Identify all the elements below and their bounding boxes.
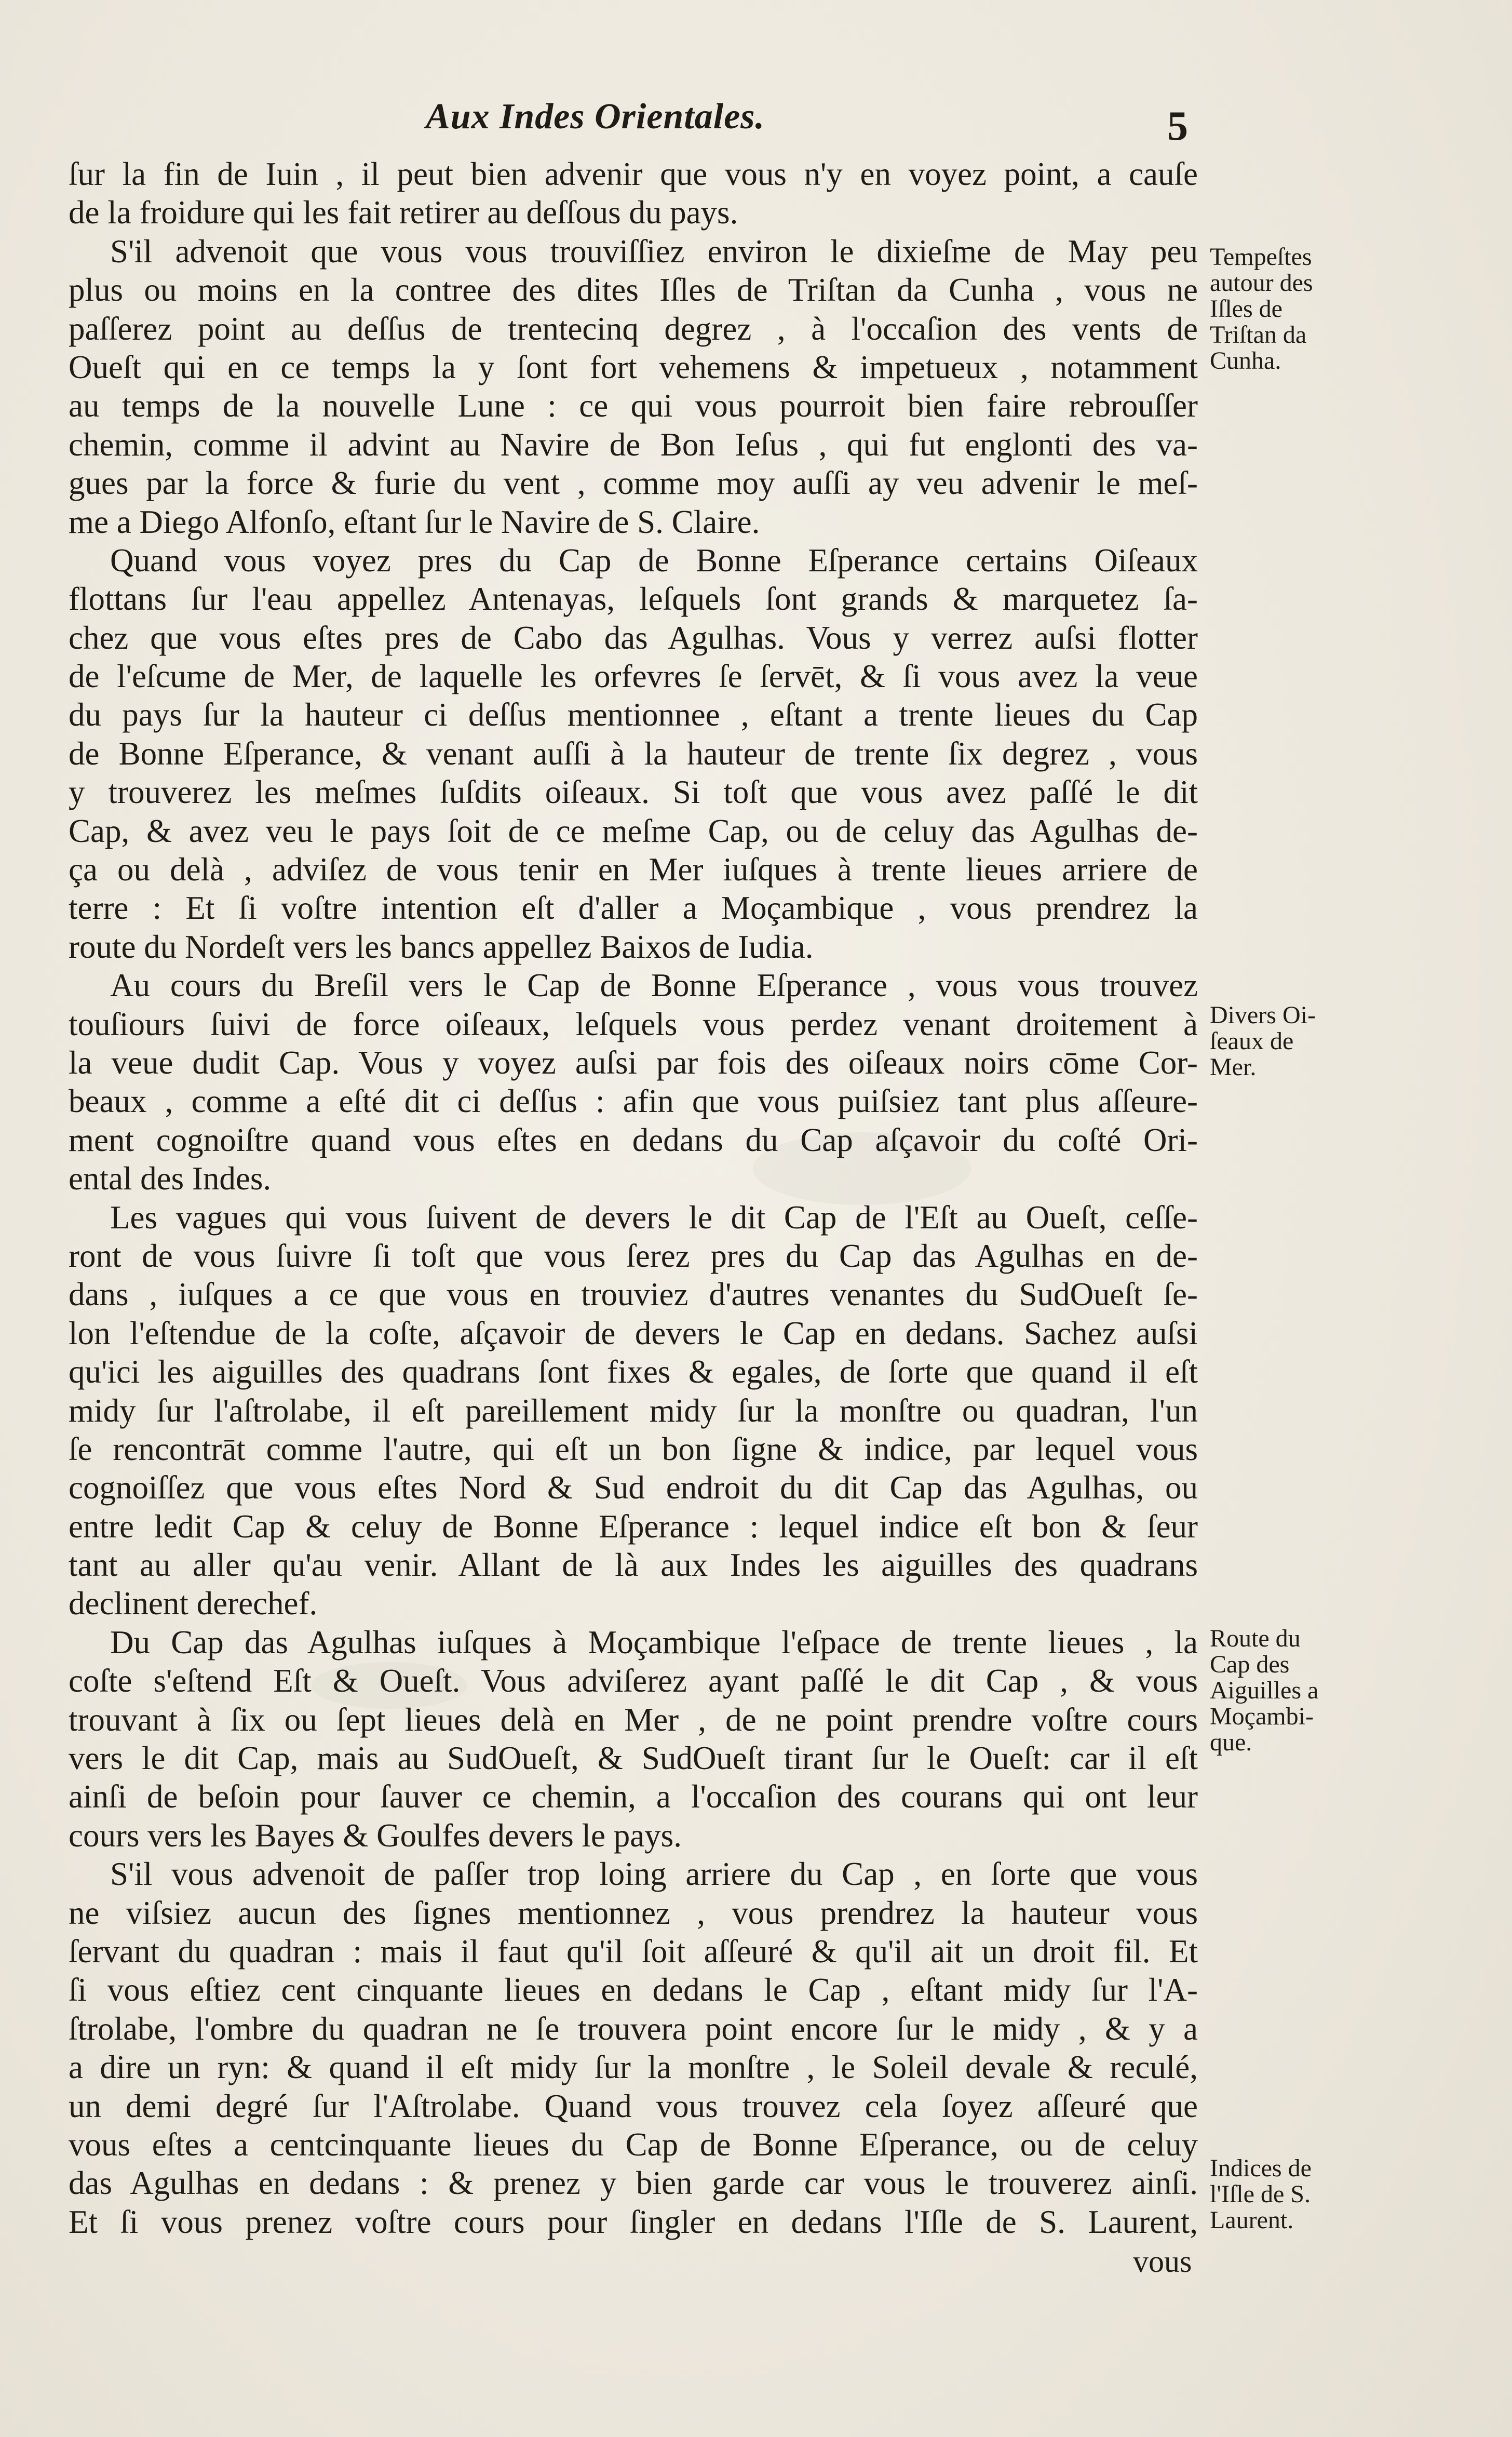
text-line: a dire un ryn: & quand il eſt midy ſur la monſtre , le Soleil devale & reculé, [69,2049,1198,2086]
margin-note-route [1210,1626,1366,1756]
catchword: vous [1133,2244,1192,2279]
margin-note-line: Triſtan da [1210,321,1307,349]
text-line: la veue dudit Cap. Vous y voyez auſsi par fois des oiſeaux noirs cōme Cor- [69,1044,1198,1081]
margin-note-line: l'Iſle de S. [1210,2180,1311,2208]
text-line: terre : Et ſi voſtre intention eſt d'aller a Moçambique , vous prendrez la [69,890,1198,927]
text-line: ſtrolabe, l'ombre du quadran ne ſe trouvera point encore ſur le midy , & y a [69,2010,1198,2047]
text-line: ne viſsiez aucun des ſignes mentionnez , vous prendrez la hauteur vous [69,1894,1198,1931]
text-line: tant au aller qu'au venir. Allant de là aux Indes les aiguilles des quadrans [69,1547,1198,1584]
text-line: ront de vous ſuivre ſi toſt que vous ſerez pres du Cap das Agulhas en de- [69,1237,1198,1274]
text-line: coſte s'eſtend Eſt & Oueſt. Vous adviſerez ayant paſſé le dit Cap , & vous [69,1663,1198,1699]
running-title: Aux Indes Orientales. [426,97,765,137]
margin-note-line: Indices de [1210,2154,1312,2182]
text-line: au temps de la nouvelle Lune : ce qui vous pourroit bien faire rebrouſſer [69,387,1198,424]
text-line: dans , iuſques a ce que vous en trouviez d'autres venantes du SudOueſt ſe- [69,1276,1198,1313]
text-line: gues par la force & furie du vent , comme moy auſſi ay veu advenir le meſ- [69,465,1198,502]
margin-note-line: Laurent. [1210,2206,1294,2234]
text-line: ental des Indes. [69,1160,272,1197]
text-line: beaux , comme a eſté dit ci deſſus : afin que vous puiſsiez tant plus aſſeure- [69,1083,1198,1120]
text-line: entre ledit Cap & celuy de Bonne Eſperance : lequel indice eſt bon & ſeur [69,1508,1198,1545]
text-line: declinent derechef. [69,1585,318,1622]
text-line: vers le dit Cap, mais au SudOueſt, & SudOueſt tirant ſur le Oueſt: car il eſt [69,1740,1198,1777]
margin-note-line: Tempeſtes [1210,243,1312,271]
text-line: Oueſt qui en ce temps la y ſont fort vehemens & impetueux , notamment [69,349,1198,385]
margin-note-line: que. [1210,1729,1252,1756]
text-line: chez que vous eſtes pres de Cabo das Agulhas. Vous y verrez auſsi flotter [69,619,1198,656]
text-line: ment cognoiſtre quand vous eſtes en dedans du Cap aſçavoir du coſté Ori- [69,1121,1198,1158]
text-line: ſur la fin de Iuin , il peut bien advenir que vous n'y en voyez point, a cauſe [69,156,1198,192]
text-line: ſi vous eſtiez cent cinquante lieues en dedans le Cap , eſtant midy ſur l'A- [69,1972,1198,2008]
text-line: route du Nordeſt vers les bancs appellez Baixos de Iudia. [69,928,814,965]
text-line: Et ſi vous prenez voſtre cours pour ſingler en dedans l'Iſle de S. Laurent, [69,2203,1198,2240]
paragraph-first-line: S'il vous advenoit de paſſer trop loing arriere du Cap , en ſorte que vous [110,1856,1198,1893]
text-line: me a Diego Alfonſo, eſtant ſur le Navire de S. Claire. [69,503,760,540]
margin-note-line: ſeaux de [1210,1027,1294,1055]
text-line: touſiours ſuivi de force oiſeaux, leſquels vous perdez venant droitement à [69,1006,1198,1042]
margin-note-line: Aiguilles a [1210,1677,1319,1704]
margin-note-line: Divers Oi- [1210,1001,1316,1029]
paragraph-first-line: Du Cap das Agulhas iuſques à Moçambique l'eſpace de trente lieues , la [110,1624,1198,1661]
text-line: du pays ſur la hauteur ci deſſus mentionnee , eſtant a trente lieues du Cap [69,697,1198,733]
text-line: paſſerez point au deſſus de trentecinq degrez , à l'occaſion des vents de [69,310,1198,347]
text-line: de la froidure qui les fait retirer au deſſous du pays. [69,194,738,231]
text-line: vous eſtes a centcinquante lieues du Cap de Bonne Eſperance, ou de celuy [69,2126,1198,2163]
margin-note-tempests [1210,244,1366,374]
paragraph-first-line: S'il advenoit que vous vous trouviſſiez environ le dixieſme de May peu [110,233,1198,270]
text-line: flottans ſur l'eau appellez Antenayas, leſquels ſont grands & marquetez ſa- [69,581,1198,618]
text-line: cognoiſſez que vous eſtes Nord & Sud endroit du dit Cap das Agulhas, ou [69,1469,1198,1506]
text-line: qu'ici les aiguilles des quadrans ſont fixes & egales, de ſorte que quand il eſt [69,1354,1198,1390]
margin-note-line: Mer. [1210,1053,1257,1081]
text-line: trouvant à ſix ou ſept lieues delà en Mer , de ne point prendre voſtre cours [69,1701,1198,1738]
text-line: cours vers les Bayes & Goulfes devers le pays. [69,1817,682,1854]
text-line: Cap, & avez veu le pays ſoit de ce meſme Cap, ou de celuy das Agulhas de- [69,812,1198,849]
text-line: de Bonne Eſperance, & venant auſſi à la hauteur de trente ſix degrez , vous [69,735,1198,772]
margin-note-sea-birds [1210,1002,1366,1080]
text-line: ſe rencontrāt comme l'autre, qui eſt un bon ſigne & indice, par lequel vous [69,1430,1198,1467]
text-line: plus ou moins en la contree des dites Iſles de Triſtan da Cunha , vous ne [69,272,1198,309]
text-line: midy ſur l'aſtrolabe, il eſt pareillement midy ſur la monſtre ou quadran, l'un [69,1392,1198,1429]
text-line: de l'eſcume de Mer, de laquelle les orfevres ſe ſervēt, & ſi vous avez la veue [69,658,1198,695]
margin-note-line: Iſles de [1210,295,1282,323]
margin-note-line: Moçambi- [1210,1703,1314,1730]
text-line: y trouverez les meſmes ſuſdits oiſeaux. Si toſt que vous avez paſſé le dit [69,774,1198,811]
text-line: ainſi de beſoin pour ſauver ce chemin, a l'occaſion des courans qui ont leur [69,1778,1198,1815]
margin-note-line: autour des [1210,269,1313,297]
paragraph-first-line: Les vagues qui vous ſuivent de devers le dit Cap de l'Eſt au Oueſt, ceſſe- [110,1199,1198,1236]
text-line: chemin, comme il advint au Navire de Bon Ieſus , qui fut englonti des va- [69,426,1198,463]
paragraph-first-line: Au cours du Breſil vers le Cap de Bonne Eſperance , vous vous trouvez [110,967,1198,1004]
margin-note-line: Cunha. [1210,347,1281,374]
text-line: lon l'eſtendue de la coſte, aſçavoir de devers le Cap en dedans. Sachez auſsi [69,1315,1198,1351]
text-line: das Agulhas en dedans : & prenez y bien garde car vous le trouverez ainſi. [69,2165,1198,2202]
text-line: un demi degré ſur l'Aſtrolabe. Quand vous trouvez cela ſoyez aſſeuré que [69,2087,1198,2124]
page-number: 5 [1167,103,1188,149]
paragraph-first-line: Quand vous voyez pres du Cap de Bonne Eſperance certains Oiſeaux [110,542,1198,579]
main-text-block [69,155,1198,2241]
text-line: ça ou delà , adviſez de vous tenir en Mer iuſques à trente lieues arriere de [69,851,1198,888]
margin-note-line: Cap des [1210,1651,1290,1678]
margin-note-indices [1210,2155,1366,2233]
margin-note-line: Route du [1210,1625,1301,1652]
text-line: ſervant du quadran : mais il faut qu'il ſoit aſſeuré & qu'il ait un droit fil. Et [69,1933,1198,1970]
